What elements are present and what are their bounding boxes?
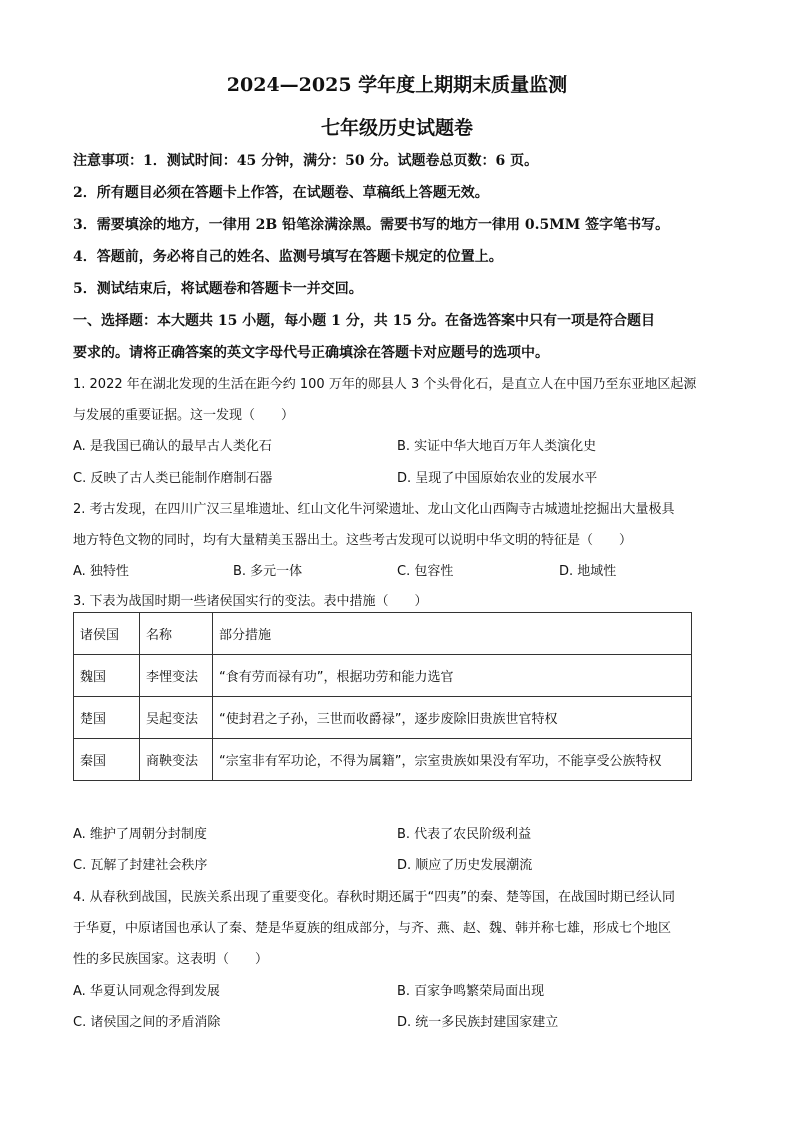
question-2-text: 2. 考古发现，在四川广汉三星堆遗址、红山文化牛河梁遗址、龙山文化山西陶寺古城遗址挖掘出大量极具 bbox=[73, 502, 675, 517]
table-cell: 楚国 bbox=[74, 697, 140, 739]
reform-table bbox=[73, 612, 692, 781]
table-header-cell: 诸侯国 bbox=[74, 613, 140, 655]
q4-option-c: C. 诸侯国之间的矛盾消除 bbox=[73, 1015, 221, 1030]
table-row bbox=[74, 697, 692, 739]
table-row bbox=[74, 655, 692, 697]
table-header-cell: 部分措施 bbox=[213, 613, 692, 655]
question-1-text: 1. 2022 年在湖北发现的生活在距今约 100 万年的郧县人 3 个头骨化石，是直立人在中国乃至东亚地区起源 bbox=[73, 377, 697, 392]
q2-option-a: A. 独特性 bbox=[73, 564, 129, 579]
q4-option-b: B. 百家争鸣繁荣局面出现 bbox=[397, 984, 545, 999]
table-cell: 商鞅变法 bbox=[140, 739, 213, 781]
table-row bbox=[74, 739, 692, 781]
table-cell: 秦国 bbox=[74, 739, 140, 781]
table-cell: 吴起变法 bbox=[140, 697, 213, 739]
note-line: 5．测试结束后，将试题卷和答题卡一并交回。 bbox=[73, 281, 363, 297]
exam-title: 2024—2025 学年度上期期末质量监测 bbox=[226, 74, 568, 96]
question-4-text: 4. 从春秋到战国，民族关系出现了重要变化。春秋时期还属于“四夷”的秦、楚等国，在战国时期已经认同 bbox=[73, 890, 676, 905]
exam-subtitle: 七年级历史试题卷 bbox=[320, 117, 473, 139]
table-cell: “食有劳而禄有功”，根据功劳和能力选官 bbox=[213, 655, 692, 697]
question-1-text-cont: 与发展的重要证据。这一发现（ ） bbox=[73, 408, 295, 423]
note-line: 3．需要填涂的地方，一律用 2B 铅笔涂满涂黑。需要书写的地方一律用 0.5MM 签字笔书写。 bbox=[73, 217, 670, 233]
table-cell: “使封君之子孙，三世而收爵禄”，逐步废除旧贵族世官特权 bbox=[213, 697, 692, 739]
section-heading: 一、选择题：本大题共 15 小题，每小题 1 分，共 15 分。在备选答案中只有一项是符合题目 bbox=[73, 313, 655, 329]
section-heading-cont: 要求的。请将正确答案的英文字母代号正确填涂在答题卡对应题号的选项中。 bbox=[73, 345, 549, 361]
q4-option-d: D. 统一多民族封建国家建立 bbox=[397, 1015, 559, 1030]
note-line: 4．答题前，务必将自己的姓名、监测号填写在答题卡规定的位置上。 bbox=[73, 249, 503, 265]
q3-option-a: A. 维护了周朝分封制度 bbox=[73, 827, 207, 842]
q3-option-c: C. 瓦解了封建社会秩序 bbox=[73, 858, 208, 873]
table-cell: “宗室非有军功论，不得为属籍”，宗室贵族如果没有军功，不能享受公族特权 bbox=[213, 739, 692, 781]
question-4-text-cont: 性的多民族国家。这表明（ ） bbox=[73, 952, 269, 967]
q3-option-d: D. 顺应了历史发展潮流 bbox=[397, 858, 533, 873]
q1-option-b: B. 实证中华大地百万年人类演化史 bbox=[397, 439, 597, 454]
table-cell: 魏国 bbox=[74, 655, 140, 697]
question-3-text: 3. 下表为战国时期一些诸侯国实行的变法。表中措施（ ） bbox=[73, 594, 428, 609]
table-cell: 李悝变法 bbox=[140, 655, 213, 697]
q4-option-a: A. 华夏认同观念得到发展 bbox=[73, 984, 220, 999]
note-line: 2．所有题目必须在答题卡上作答，在试题卷、草稿纸上答题无效。 bbox=[73, 185, 489, 201]
note-line: 注意事项：1．测试时间：45 分钟，满分：50 分。试题卷总页数：6 页。 bbox=[73, 153, 539, 169]
q1-option-d: D. 呈现了中国原始农业的发展水平 bbox=[397, 471, 598, 486]
q2-option-c: C. 包容性 bbox=[397, 564, 454, 579]
table-header-row bbox=[74, 613, 692, 655]
q1-option-a: A. 是我国已确认的最早古人类化石 bbox=[73, 439, 272, 454]
q2-option-b: B. 多元一体 bbox=[233, 564, 303, 579]
q3-option-b: B. 代表了农民阶级利益 bbox=[397, 827, 532, 842]
question-4-text-cont: 于华夏，中原诸国也承认了秦、楚是华夏族的组成部分，与齐、燕、赵、魏、韩并称七雄，形成七个地区 bbox=[73, 921, 672, 936]
question-2-text-cont: 地方特色文物的同时，均有大量精美玉器出土。这些考古发现可以说明中华文明的特征是（ ） bbox=[73, 533, 633, 548]
q1-option-c: C. 反映了古人类已能制作磨制石器 bbox=[73, 471, 273, 486]
table-header-cell: 名称 bbox=[140, 613, 213, 655]
q2-option-d: D. 地域性 bbox=[559, 564, 617, 579]
